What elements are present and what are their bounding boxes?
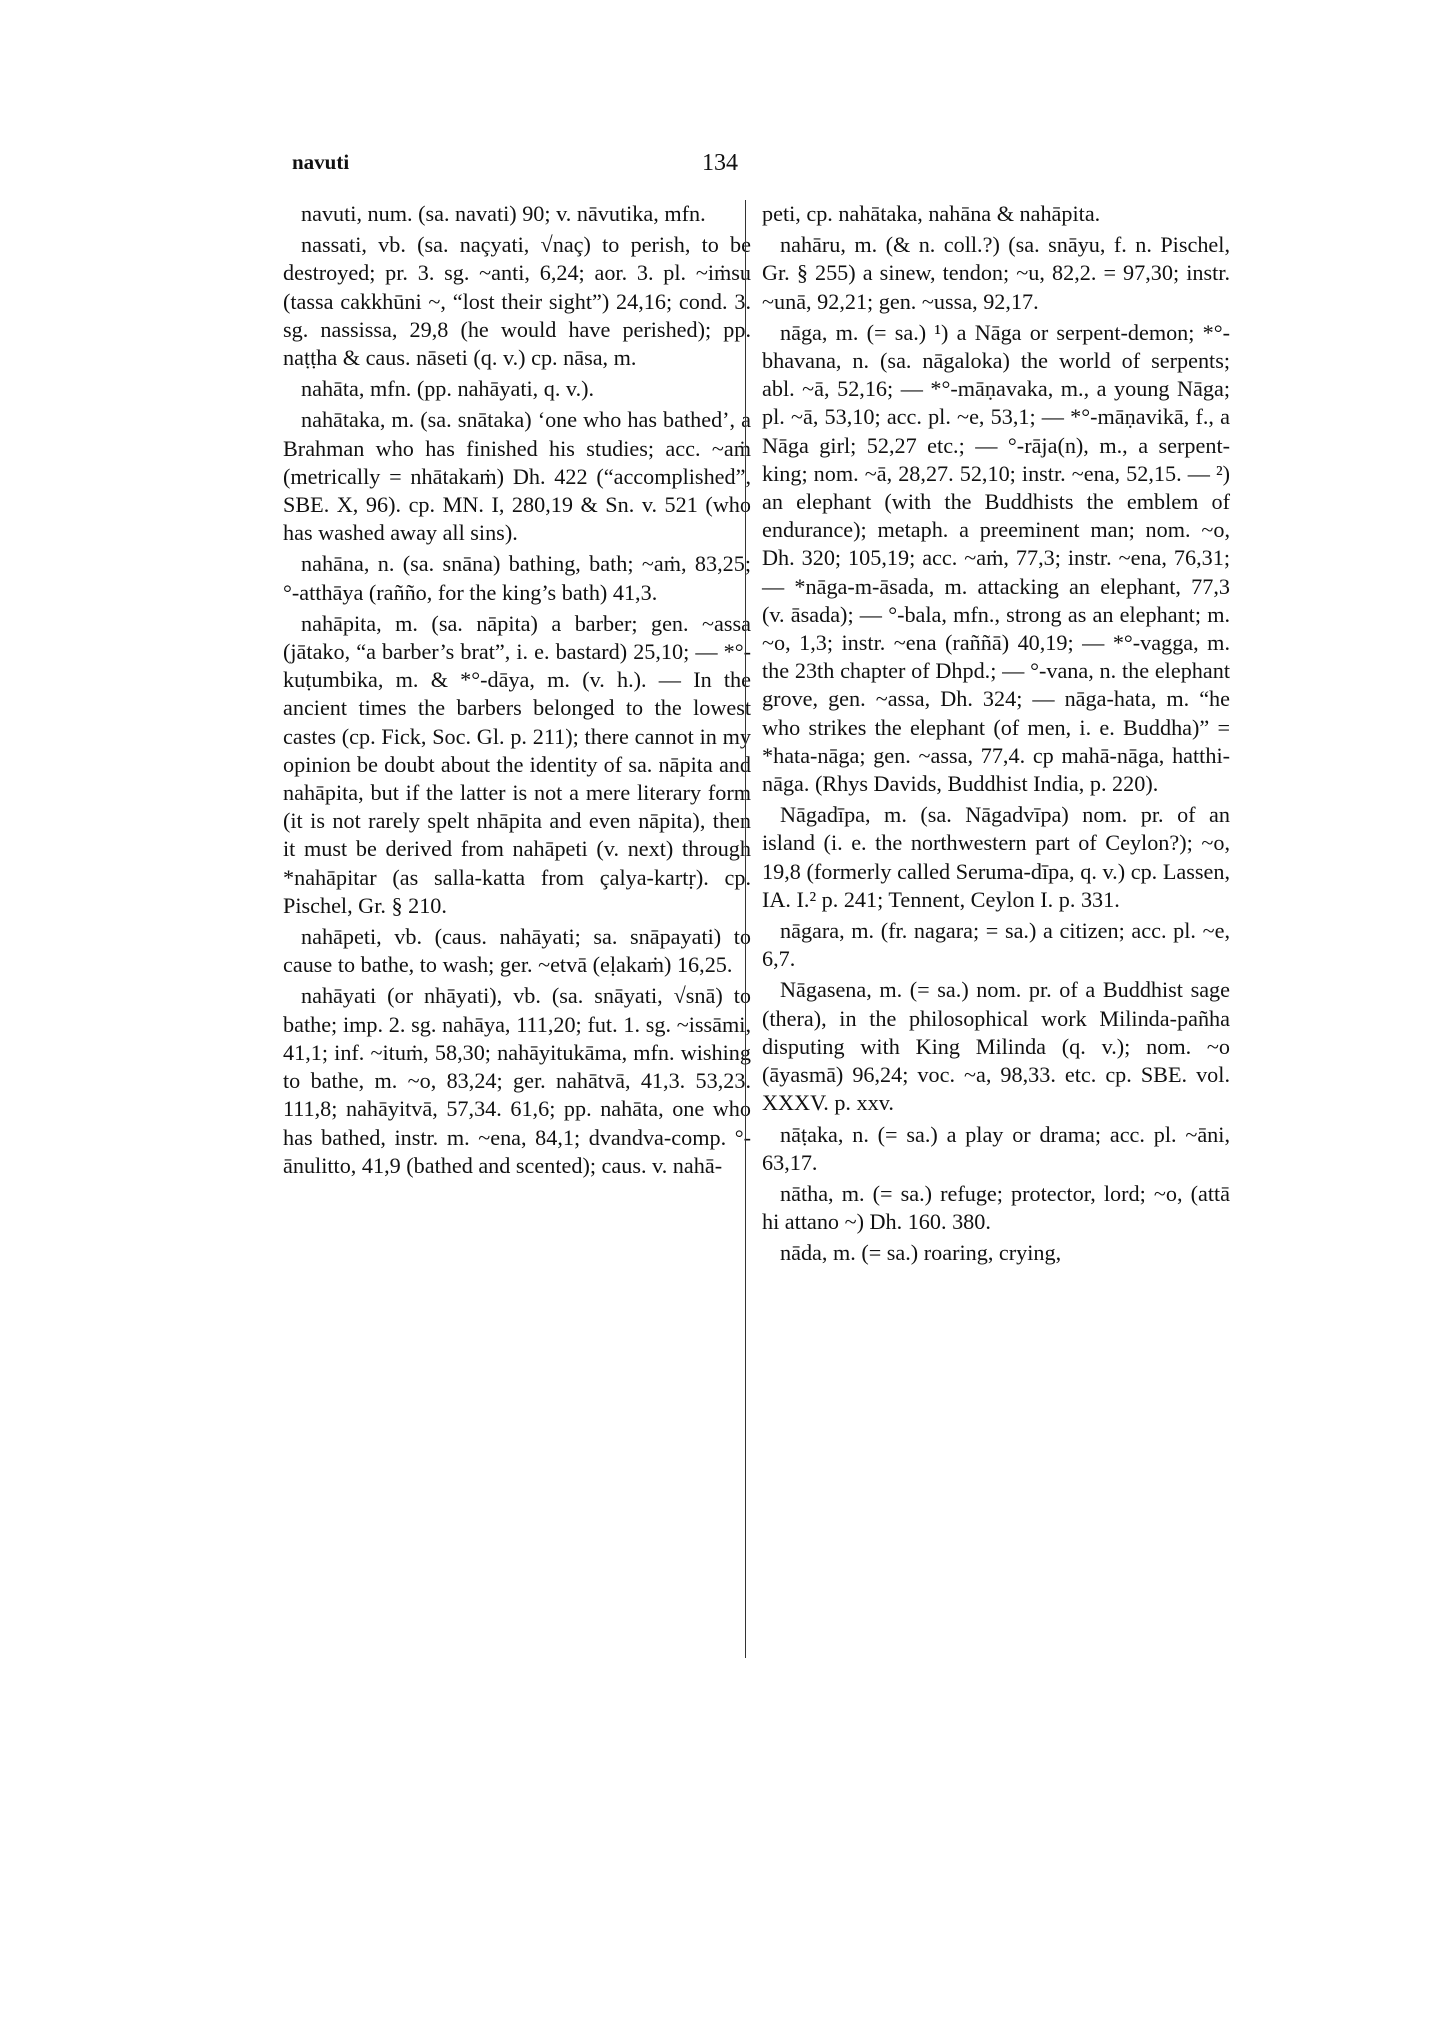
- entry-naharu: nahāru, m. (& n. coll.?) (sa. snāyu, f. n. Pischel, Gr. § 255) a sinew, tendon; ~u, 82,2. = 97,30; instr. ~unā, 92,21; gen. ~ussa, 92,17.: [762, 232, 1230, 314]
- entry-naga: nāga, m. (= sa.) ¹) a Nāga or serpent-demon; *°-bhavana, n. (sa. nāgaloka) the world of serpents; abl. ~ā, 52,16; — *°-māṇavaka, m., a young Nāga; pl. ~ā, 53,10; acc. pl. ~e, 53,1; — *°-māṇavikā, f., a Nāga girl; 52,27 etc.; — °-rāja(n), m., a serpent-king; nom. ~ā, 28,27. 52,10; instr. ~ena, 52,15. — ²) an elephant (with the Buddhists the emblem of endurance); metaph. a preeminent man; nom. ~o, Dh. 320; 105,19; acc. ~aṁ, 77,3; instr. ~ena, 76,31; — *nāga-m-āsada, m. attacking an elephant, 77,3 (v. āsada); — °-bala, mfn., strong as an elephant; m. ~o, 1,3; instr. ~ena (raññā) 40,19; — *°-vagga, m. the 23th chapter of Dhpd.; — °-vana, n. the elephant grove, gen. ~assa, Dh. 324; — nāga-hata, m. “he who strikes the elephant (of men, i. e. Buddha)” = *hata-nāga; gen. ~assa, 77,4. cp mahā-nāga, hatthi-nāga. (Rhys Davids, Buddhist India, p. 220).: [762, 319, 1230, 797]
- entry-nahataka: nahātaka, m. (sa. snātaka) ‘one who has bathed’, a Brahman who has finished his studies; acc. ~aṁ (metrically = nhātakaṁ) Dh. 422 (“accomplished”, SBE. X, 96). cp. MN. I, 280,19 & Sn. v. 521 (who has washed away all sins).: [283, 407, 751, 546]
- entry-nassati: nassati, vb. (sa. naçyati, √naç) to perish, to be destroyed; pr. 3. sg. ~anti, 6,24; aor. 3. pl. ~iṁsu (tassa cakkhūni ~, “lost their sight”) 24,16; cond. 3. sg. nassissa, 29,8 (he would have perished); pp. naṭṭha & caus. nāseti (q. v.) cp. nāsa, m.: [283, 232, 751, 371]
- entry-nataka: nāṭaka, n. (= sa.) a play or drama; acc. pl. ~āni, 63,17.: [762, 1121, 1230, 1175]
- page-number: 134: [702, 150, 738, 176]
- entry-nahapita: nahāpita, m. (sa. nāpita) a barber; gen. ~assa (jātako, “a barber’s brat”, i. e. bastard) 25,10; — *°-kuṭumbika, m. & *°-dāya, m. (v. h.). — In the ancient times the barbers belonged to the lowest castes (cp. Fick, Soc. Gl. p. 211); there cannot in my opinion be doubt about the identity of sa. nāpita and nahāpita, but if the latter is not a mere literary form (it is not rarely spelt nhāpita and even nāpita), then it must be derived from nahāpeti (v. next) through *nahāpitar (as salla-katta from çalya-kartṛ). cp. Pischel, Gr. § 210.: [283, 610, 751, 918]
- entry-nada: nāda, m. (= sa.) roaring, crying,: [780, 1240, 1062, 1266]
- entry-nahata: nahāta, mfn. (pp. nahāyati, q. v.).: [301, 376, 595, 402]
- running-head: navuti: [292, 150, 350, 174]
- entry-natha: nātha, m. (= sa.) refuge; protector, lord; ~o, (attā hi attano ~) Dh. 160. 380.: [762, 1180, 1230, 1235]
- entry-nahapeti: nahāpeti, vb. (caus. nahāyati; sa. snāpayati) to cause to bathe, to wash; ger. ~etvā (eḷakaṁ) 16,25.: [283, 924, 751, 978]
- entry-nahana: nahāna, n. (sa. snāna) bathing, bath; ~aṁ, 83,25; °-atthāya (rañño, for the king’s bath) 41,3.: [283, 551, 751, 605]
- entry-nahayati: nahāyati (or nhāyati), vb. (sa. snāyati, √snā) to bathe; imp. 2. sg. nahāya, 111,20; fut. 1. sg. ~issāmi, 41,1; inf. ~ituṁ, 58,30; nahāyitukāma, mfn. wishing to bathe, m. ~o, 83,24; ger. nahātvā, 41,3. 53,23. 111,8; nahāyitvā, 57,34. 61,6; pp. nahāta, one who has bathed, instr. m. ~ena, 84,1; dvandva-comp. °-ānulitto, 41,9 (bathed and scented); caus. v. nahā-: [283, 983, 751, 1178]
- entry-continuation: peti, cp. nahātaka, nahāna & nahāpita.: [762, 201, 1101, 226]
- entry-nagara: nāgara, m. (fr. nagara; = sa.) a citizen; acc. pl. ~e, 6,7.: [762, 918, 1230, 972]
- entry-navuti: navuti, num. (sa. navati) 90; v. nāvutika, mfn.: [301, 201, 706, 226]
- left-column: [283, 200, 751, 1183]
- column-divider: [745, 200, 746, 1658]
- right-column: [762, 200, 1230, 1271]
- entry-nagasena: Nāgasena, m. (= sa.) nom. pr. of a Buddhist sage (thera), in the philosophical work Milinda-pañha disputing with King Milinda (q. v.); nom. ~o (āyasmā) 96,24; voc. ~a, 98,33. etc. cp. SBE. vol. XXXV. p. xxv.: [762, 977, 1230, 1116]
- entry-nagadipa: Nāgadīpa, m. (sa. Nāgadvīpa) nom. pr. of an island (i. e. the northwestern part of Ceylon?); ~o, 19,8 (formerly called Seruma-dīpa, q. v.) cp. Lassen, IA. I.² p. 241; Tennent, Ceylon I. p. 331.: [762, 802, 1230, 912]
